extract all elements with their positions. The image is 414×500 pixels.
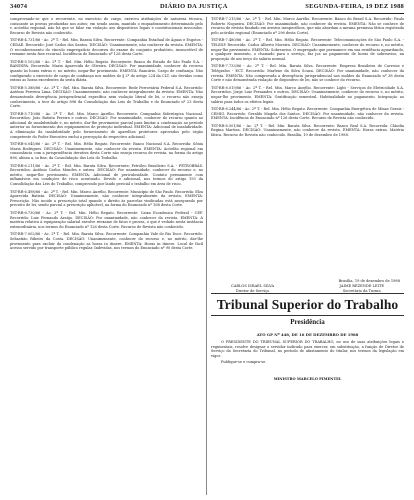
paragraph: TST-RR-6.045/86 - Ac. 2ª T. - Rel. Min. Hélio Regato. Recorrente: Banco Nacional S.A. Recorrida: Sônia Maria Rodrigues. DECISÃO: Unanimemente, não conhecer da revista. EMENTA: Acórdão regional em consonância com a jurisprudência iterativa desta Corte não enseja recurso de revista, na forma do artigo 896, alínea a, in fine, da Consolidação das Leis do Trabalho. — [10, 142, 203, 161]
signer-name: CARLOS ISRAEL SILVA — [231, 283, 275, 288]
paragraph: TST-RR-7.002/86 - Ac. 2ª T. - Rel. Min. Barata Silva. Recorrente: Companhia Vale do Rio Doce. Recorrido: Sebastião Ribeiro da Costa. DECISÃO: Unanimemente, conhecer do recurso e, no mérito, dar-lhe provimento para excluir da condenação as horas in itinere. EMENTA: Horas in itinere. Local de fácil acesso servido por transporte público regular. Indevidas, nos termos do Enunciado nº 90 desta Corte. — [10, 232, 203, 251]
act-body — [211, 340, 404, 367]
signer-title: Secretário da Turma — [342, 288, 381, 293]
journal-name: DIÁRIO DA JUSTIÇA — [160, 3, 228, 10]
issue-date: SEGUNDA-FEIRA, 19 DEZ 1988 — [305, 3, 404, 10]
act-paragraph: Publique-se e cumpra-se. — [221, 360, 267, 365]
signature-right — [339, 284, 384, 294]
section-subtitle: Presidência — [290, 318, 325, 326]
paragraph: TST-RR-4.731/86 - Ac. 2ª T. - Rel. Min. Barata Silva. Recorrente: Companhia Estadual de Águas e Esgotos - CEDAE. Recorrido: José Carlos dos Santos. DECISÃO: Unanimemente, não conhecer da revista. EMENTA: O reconhecimento do vínculo empregatício decorreu do exame do conjunto probatório, insuscetível de reexame nesta fase recursal. Incidência do Enunciado nº 126 desta Corte. — [10, 38, 203, 57]
paragraph: TST-RR-7.733/86 - Ac. 2ª T. - Rel. Min. Barata Silva. Recorrente: Empresa Brasileira de Correios e Telégrafos - ECT. Recorrida: Marlene da Silva Souza. DECISÃO: Por unanimidade, não conhecer da revista. EMENTA: Não comprovada a divergência jurisprudencial nos moldes do Enunciado nº 38 desta Corte e não demonstrada violação de dispositivo de lei, não se conhece do recurso. — [211, 64, 404, 83]
signer-title: Diretor de Serviço — [235, 288, 270, 293]
paragraph: TST-RR-6.498/86 - Ac. 2ª T. - Rel. Min. Marco Aurélio. Recorrente: Município de São Paulo. Recorrida: Elza Aparecida Batista. DECISÃO: Unanimemente, não conhecer integralmente da revista. EMENTA: Prescrição. Não incide a prescrição total quando o direito às parcelas vindicadas está assegurado por preceito de lei, sendo parcial a prescrição aplicável, na forma do Enunciado nº 168 desta Corte. — [10, 189, 203, 208]
right-column — [211, 17, 404, 277]
paragraph: TST-RR-7.480/86 - Ac. 2ª T. - Rel. Min. Hélio Regato. Recorrente: Telecomunicações de São Paulo S.A. - TELESP. Recorrido: Carlos Alberto Moreira. DECISÃO: Unanimemente, conhecer do recurso e, no mérito, negar-lhe provimento. EMENTA: Sobreaviso. O empregado que permanece em sua residência aguardando, a qualquer momento, o chamado para o serviço, faz jus ao pagamento de horas de sobreaviso, na proporção de um terço do salário normal. — [211, 38, 404, 61]
signature-date: Brasília, 19 de dezembro de 1988 — [338, 279, 400, 283]
page-header — [10, 3, 404, 13]
signature-block — [211, 279, 404, 293]
header-rule — [10, 13, 404, 14]
paragraph: TST-RR-5.710/86 - Ac. 2ª T. - Rel. Min. Marco Aurélio. Recorrente: Companhia Siderúrgica Nacional. Recorridos: João Batista Pereira e outros. DECISÃO: Por unanimidade, conhecer do recurso quanto ao adicional de insalubridade e, no mérito, dar-lhe provimento parcial para limitar a condenação ao período anterior ao fornecimento dos equipamentos de proteção individual. EMENTA: Adicional de insalubridade. A eliminação da insalubridade pelo fornecimento de aparelhos protetores aprovados pelo órgão competente do Poder Executivo exclui a percepção do respectivo adicional. — [10, 111, 203, 139]
page-number: 34074 — [10, 3, 28, 10]
column-divider — [206, 17, 207, 495]
paragraph: TST-RR-6.211/86 - Ac. 2ª T. - Rel. Min. Barata Silva. Recorrente: Petróleo Brasileiro S.A. - PETROBRÁS. Recorridos: Antônio Carlos Mendes e outros. DECISÃO: Por unanimidade, conhecer do recurso e, no mérito, negar-lhe provimento. EMENTA: Adicional de periculosidade. Contato permanente com inflamáveis em condições de risco acentuado. Devido o adicional, nos termos do artigo 193 da Consolidação das Leis do Trabalho, comprovado por laudo pericial o trabalho em área de risco. — [10, 163, 203, 186]
paragraph: TST-RR-8.019/86 - Ac. 2ª T. - Rel. Min. Marco Aurélio. Recorrente: Light - Serviços de Eletricidade S.A. Recorridos: Jorge Luiz Fernandes e outros. DECISÃO: Unanimemente, conhecer do recurso e, no mérito, negar-lhe provimento. EMENTA: Gratificação semestral. Habitualidade no pagamento. Integração ao salário para todos os efeitos legais. — [211, 85, 404, 104]
act-signature: MINISTRO MARCELO PIMENTEL — [273, 377, 342, 381]
section-title: Tribunal Superior do Trabalho — [216, 297, 399, 312]
paragraph: TST-RR-8.501/86 - Ac. 2ª T. - Rel. Min. Barata Silva. Recorrente: Banco Real S.A. Recorrida: Cláudia Regina Martins. DECISÃO: Unanimemente, não conhecer da revista. EMENTA: Horas extras. Matéria fática. Recurso de Revista não conhecido. Brasília, 19 de dezembro de 1988. — [211, 123, 404, 138]
left-column — [10, 17, 203, 497]
signature-left — [231, 284, 274, 294]
act-number: ATO GP Nº 448, DE 16 DE DEZEMBRO DE 1988 — [256, 332, 359, 337]
section-rule-top — [211, 293, 404, 294]
signer-name: JAIME REZENDE LEITE — [339, 283, 384, 288]
paragraph: TST-RR-5.388/86 - Ac. 2ª T. - Rel. Min. Barata Silva. Recorrente: Rede Ferroviária Federal S.A. Recorrido: Antônio Ferreira Lima. DECISÃO: Unanimemente, não conhecer integralmente da revista. EMENTA: Não demonstrada divergência jurisprudencial específica nem violação literal de lei, o recurso não enseja conhecimento, a teor do artigo 896 da Consolidação das Leis do Trabalho e do Enunciado nº 23 desta Corte. — [10, 85, 203, 109]
paragraph: TST-RR-5.102/86 - Ac. 2ª T. - Rel. Min. Hélio Regato. Recorrente: Banco do Estado de São Paulo S.A. - BANESPA. Recorrida: Maria Aparecida de Oliveira. DECISÃO: Por unanimidade, conhecer do recurso quanto às horas extras e, no mérito, negar-lhe provimento. EMENTA: Bancário. Cargo de confiança. Não configurado o exercício de cargo de confiança nos moldes do § 2º do artigo 224 da CLT, são devidas como extras as horas excedentes da sexta diária. — [10, 59, 203, 83]
section-rule-bottom — [211, 315, 404, 316]
paragraph: TST-RR-8.244/86 - Ac. 2ª T. - Rel. Min. Hélio Regato. Recorrente: Companhia Energética de Minas Gerais - CEMIG. Recorrido: Geraldo Magela dos Santos. DECISÃO: Por unanimidade, não conhecer da revista. EMENTA: Incidência do Enunciado nº 126 desta Corte. Recurso de Revista não conhecido. — [211, 107, 404, 121]
act-paragraph: O PRESIDENTE DO TRIBUNAL SUPERIOR DO TRABALHO, no uso de suas atribuições legais e regimentais, resolve designar o servidor indicado para exercer, em substituição, a função de Diretor de Serviço da Secretaria do Tribunal, no período de afastamento do titular, nos termos da legislação em vigor. — [211, 340, 404, 358]
paragraph: TST-RR-7.215/86 - Ac. 2ª T. - Rel. Min. Marco Aurélio. Recorrente: Banco do Brasil S.A. Recorrido: Paulo Roberto Nogueira. DECISÃO: Por unanimidade, não conhecer da revista. EMENTA: Não se conhece de recurso de revista fundado em arestos inespecíficos, que não abordam a mesma premissa fática registrada pelo acórdão regional (Enunciado nº 296 desta Corte). — [211, 17, 404, 35]
paragraph: TST-RR-6.730/86 - Ac. 2ª T. - Rel. Min. Hélio Regato. Recorrente: Caixa Econômica Federal - CEF. Recorrido: Luiz Fernando Araújo. DECISÃO: Por unanimidade, não conhecer da revista. EMENTA: A matéria relativa à equiparação salarial envolve reexame de fatos e provas, o que é vedado nesta instância extraordinária, nos termos do Enunciado nº 126 desta Corte. Recurso de Revista não conhecido. — [10, 210, 203, 229]
paragraph: comprovando-se que o recorrente, no exercício do cargo, exerceu atribuições de natureza técnica, consoante as provas produzidas nos autos; em sendo assim, mantido o enquadramento determinado pelo v. acórdão regional, não há que se falar em violação aos dispositivos legais e constitucionais invocados. Recurso de Revista não conhecido. — [10, 17, 203, 35]
